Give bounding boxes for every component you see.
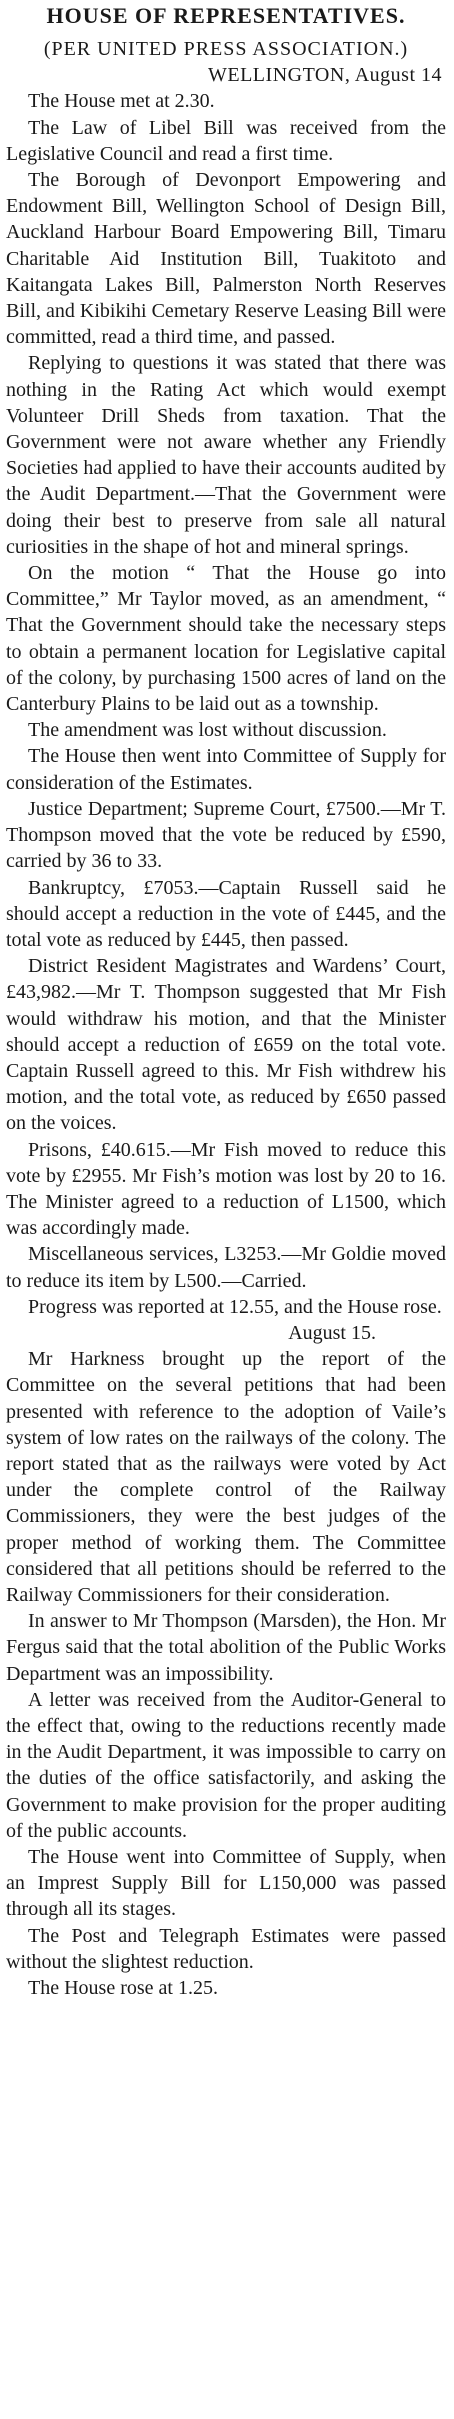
day2-proceedings xyxy=(6,1346,446,2001)
press-association-credit: (PER UNITED PRESS ASSOCIATION.) xyxy=(43,38,409,60)
paragraph: A letter was received from the Auditor-General to the effect that, owing to the reductions recently made in the Audit Department, it was impossible to carry on the duties of the office satisfactorily, and asking the Government to make provision for the proper auditing of the public accounts. xyxy=(6,1688,446,1842)
paragraph: Mr Harkness brought up the report of the Committee on the several petitions that had been presented with reference to the adoption of Vaile’s system of low rates on the railways of the colony. The report stated that as the railways were voted by Act under the complete control of the Railway Commissioners, they were the best judges of the proper method of working them. The Committee considered that all petitions should be referred to the Railway Commissioners for their consideration. xyxy=(6,1348,446,1606)
paragraph: The amendment was lost without discussion. xyxy=(28,719,387,742)
paragraph: Progress was reported at 12.55, and the House rose. xyxy=(28,1295,442,1318)
second-dateline: August 15. xyxy=(288,1321,376,1344)
paragraph: The House rose at 1.25. xyxy=(28,1977,218,2000)
paragraph: On the motion “ That the House go into Committee,” Mr Taylor moved, as an amendment, “ That the Government should take the necessary steps to obtain a permanent location for Legislative capital of the colony, by purchasing 1500 acres of land on the Canterbury Plains to be laid out as a township. xyxy=(6,562,446,716)
paragraph: The Borough of Devonport Empowering and Endowment Bill, Wellington School of Design Bill, Auckland Harbour Board Empowering Bill, Timaru Charitable Aid Institution Bill, Tuakitoto and Kaitangata Lakes Bill, Palmerston North Reserves Bill, and Kibikihi Cemetary Reserve Leasing Bill were committed, read a third time, and passed. xyxy=(6,169,446,349)
article-title: HOUSE OF REPRESENTATIVES. xyxy=(46,3,406,28)
paragraph: District Resident Magistrates and Wardens’ Court, £43,982.—Mr T. Thompson suggested that Mr Fish would withdraw his motion, and that the Minister should accept a reduction of £659 on the total vote. Captain Russell agreed to this. Mr Fish withdrew his motion, and the total vote, as reduced by £650 passed on the voices. xyxy=(6,955,446,1135)
paragraph: Prisons, £40.615.—Mr Fish moved to reduce this vote by £2955. Mr Fish’s motion was lost by 20 to 16. The Minister agreed to a reduction of L1500, which was accordingly made. xyxy=(6,1138,446,1240)
paragraph: Miscellaneous services, L3253.—Mr Goldie moved to reduce its item by L500.—Carried. xyxy=(6,1243,446,1292)
dateline: WELLINGTON, August 14 xyxy=(208,64,442,87)
paragraph: The Law of Libel Bill was received from the Legislative Council and read a first time. xyxy=(6,116,446,165)
paragraph: The House then went into Committee of Supply for consideration of the Estimates. xyxy=(6,745,446,794)
paragraph: The House met at 2.30. xyxy=(28,90,215,113)
paragraph: Bankruptcy, £7053.—Captain Russell said he should accept a reduction in the vote of £445, and the total vote as reduced by £445, then passed. xyxy=(6,876,446,951)
paragraph: The Post and Telegraph Estimates were passed without the slightest reduction. xyxy=(6,1924,446,1973)
paragraph: Justice Department; Supreme Court, £7500.—Mr T. Thompson moved that the vote be reduced by £590, carried by 36 to 33. xyxy=(6,797,446,873)
paragraph: In answer to Mr Thompson (Marsden), the Hon. Mr Fergus said that the total abolition of the Public Works Department was an impossibility. xyxy=(6,1610,446,1685)
day1-proceedings xyxy=(6,88,446,1320)
paragraph: Replying to questions it was stated that there was nothing in the Rating Act which would exempt Volunteer Drill Sheds from taxation. That the Government were not aware whether any Friendly Societies had applied to have their accounts audited by the Audit Department.—That the Government were doing their best to preserve from sale all natural curiosities in the shape of hot and mineral springs. xyxy=(6,352,446,558)
paragraph: The House went into Committee of Supply, when an Imprest Supply Bill for L150,000 was passed through all its stages. xyxy=(6,1846,446,1921)
